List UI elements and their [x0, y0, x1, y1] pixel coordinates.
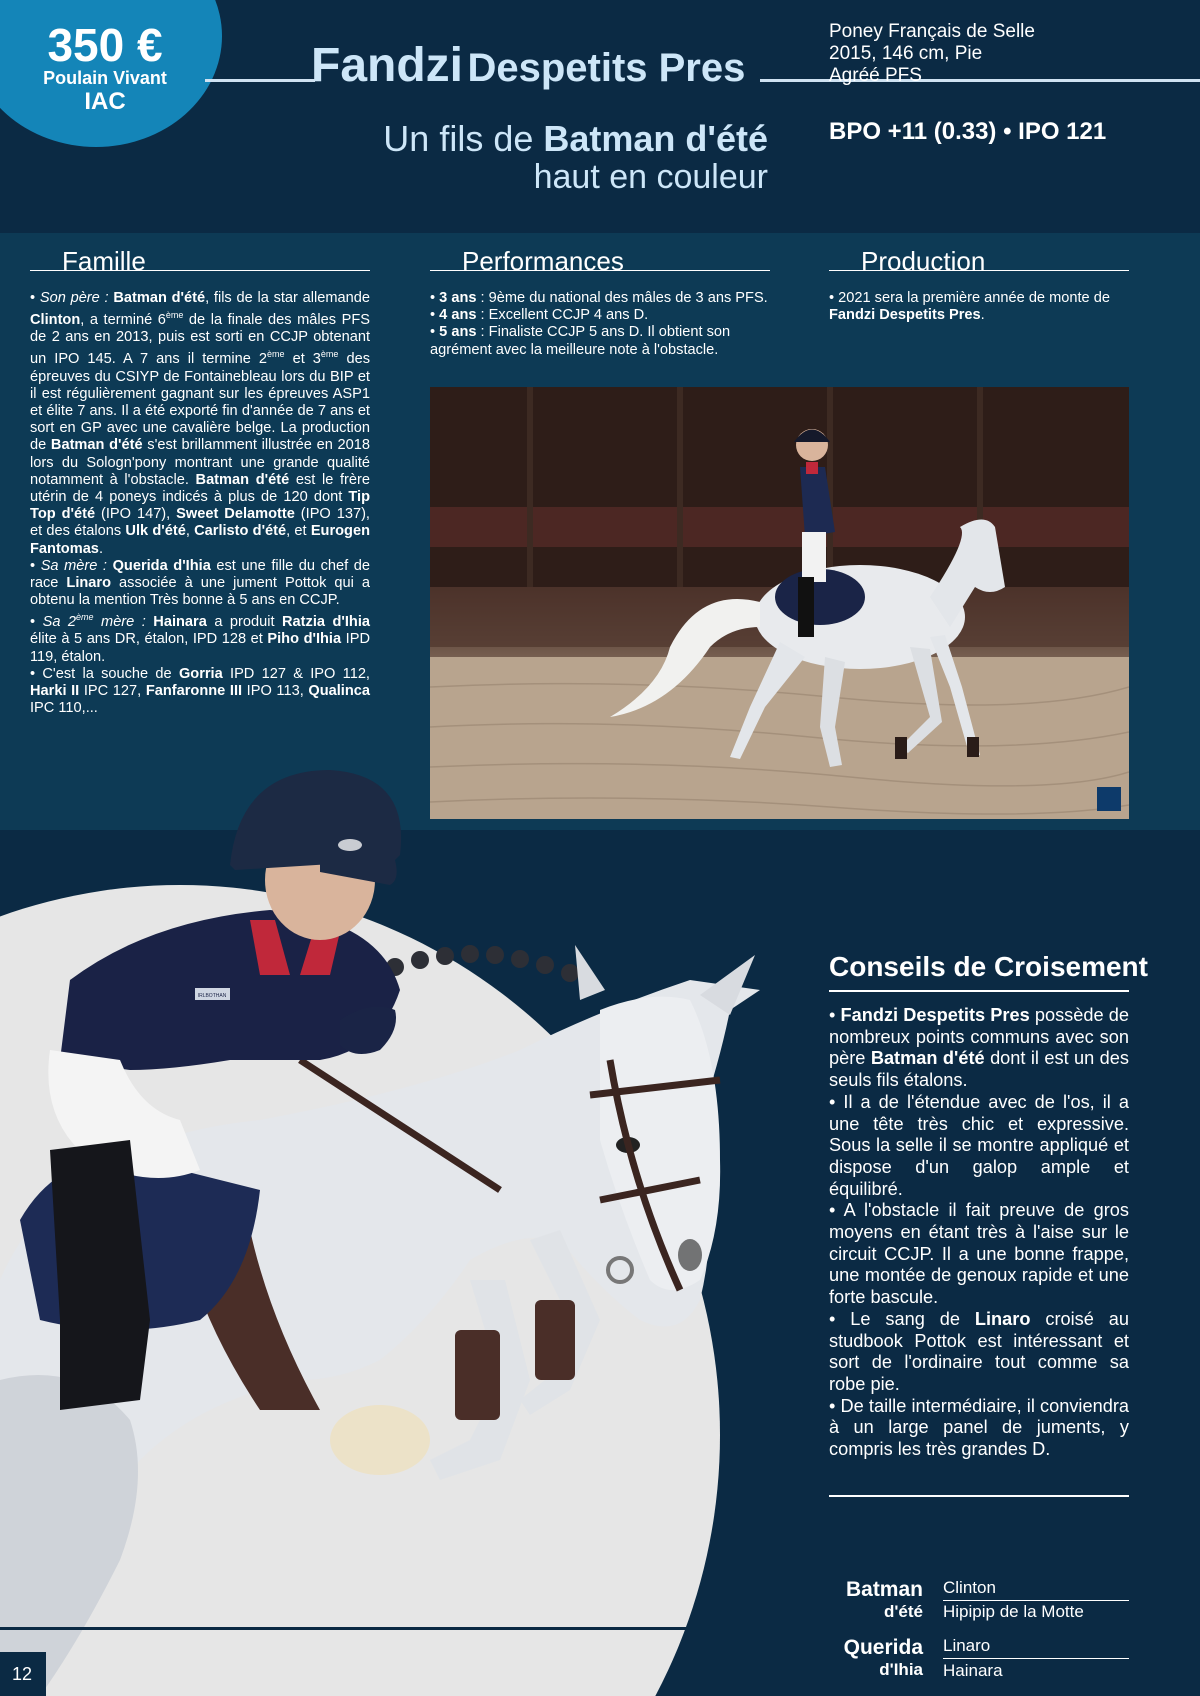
- conseils-rule-top: [829, 990, 1129, 992]
- subtitle-pre: Un fils de: [383, 118, 544, 159]
- performances-list: [430, 290, 770, 359]
- performance-age: 5 ans: [439, 324, 477, 341]
- text-run: possède de nombreux points communs avec son père: [829, 1005, 1129, 1069]
- stallion-name-last: Despetits Pres: [467, 46, 746, 90]
- performance-item: • 4 ans : Excellent CCJP 4 ans D.: [430, 307, 649, 324]
- conseils-title: Conseils de Croisement: [829, 951, 1148, 982]
- subtitle-sire: Batman d'été: [543, 118, 768, 159]
- text-run: Fandzi Despetits Pres: [840, 1005, 1030, 1025]
- price-type: IAC: [84, 88, 126, 115]
- price-amount: 350 €: [47, 19, 163, 71]
- conseils-paragraph: • A l'obstacle il fait preuve de gros moyens en étant très à l'aise sur le circuit CCJP. Il a une bonne frappe, une montée de genoux rapide et une forte bascule.: [829, 1200, 1129, 1308]
- dam-name-l1: Querida: [843, 1636, 923, 1659]
- photographer-logo: [1097, 787, 1121, 811]
- bottom-rule: [0, 1627, 1200, 1630]
- production-horse: Fandzi Despetits Pres: [829, 307, 981, 324]
- jumping-photo: [0, 760, 780, 1696]
- text-run: • Le sang de: [829, 1308, 975, 1329]
- conseils-paragraph: [829, 1005, 1129, 1092]
- performance-item: • 5 ans : Finaliste CCJP 5 ans D. Il obtient son agrément avec la meilleure note à l'obstacle.: [430, 324, 731, 358]
- sire-name-l1: Batman: [845, 1578, 923, 1601]
- text-run: Batman d'été: [870, 1048, 985, 1069]
- conseils-text: [829, 1005, 1129, 1461]
- pedigree-rule: [943, 1600, 1129, 1601]
- breed-info: [829, 21, 1035, 87]
- performance-text: : Excellent CCJP 4 ans D.: [476, 307, 649, 324]
- section-title: Production: [861, 246, 986, 276]
- conseils-paragraph: [829, 1309, 1129, 1396]
- breed-details: 2015, 146 cm, Pie: [829, 43, 983, 64]
- breed-approval: Agréé PFS: [829, 65, 922, 86]
- page-number: 12: [0, 1652, 46, 1696]
- performance-text: : 9ème du national des mâles de 3 ans PFS.: [476, 290, 768, 306]
- performance-text: : Finaliste CCJP 5 ans D. Il obtient son agrément avec la meilleure note à l'obstacle.: [430, 324, 731, 358]
- pedigree-rule: [943, 1658, 1129, 1659]
- pedigree-granddam: Hipipip de la Motte: [943, 1602, 1084, 1621]
- dressage-illustration: [430, 387, 1129, 819]
- performance-item: • 3 ans : 9ème du national des mâles de 3 ans PFS.: [430, 290, 768, 306]
- section-title: Performances: [462, 246, 624, 276]
- title-rule-left: [205, 79, 315, 82]
- pedigree-dam-dam: Hainara: [943, 1661, 1003, 1680]
- conseils-rule-bottom: [829, 1495, 1129, 1497]
- price-condition: Poulain Vivant: [43, 68, 167, 88]
- pedigree-dam-sire: Linaro: [943, 1636, 991, 1655]
- conseils-paragraph: • De taille intermédiaire, il conviendra à un large panel de juments, y compris les très grandes D.: [829, 1395, 1129, 1460]
- text-run: croisé au studbook Pottok est intéressant et sort de l'ordinaire tout comme sa robe pie.: [829, 1308, 1129, 1394]
- text-run: dont il est un des seuls fils étalons.: [829, 1048, 1129, 1091]
- dam-name-l2: d'Ihia: [879, 1660, 923, 1679]
- production-sentence: • 2021 sera la première année de monte de: [829, 290, 1110, 306]
- helmet-brand-label: IRLBOTHAN: [197, 993, 227, 999]
- text-run: •: [829, 1005, 841, 1025]
- subtitle-line2: haut en couleur: [533, 158, 768, 196]
- stallion-name-first: Fandzi: [311, 39, 463, 92]
- section-title: Famille: [62, 246, 146, 276]
- subtitle: [383, 118, 768, 197]
- pedigree-grandsire: Clinton: [943, 1578, 996, 1597]
- conseils-paragraph: • Il a de l'étendue avec de l'os, il a une tête très chic et expressive. Sous la selle il se montre appliqué et dispose d'un galop ample et équilibré.: [829, 1091, 1129, 1199]
- pedigree-dam: [844, 1637, 923, 1681]
- header: [0, 0, 1200, 233]
- family-text: • Son père : Batman d'été, fils de la star allemande Clinton, a terminé 6ème de la finale des mâles PFS de 2 ans en 2013, puis est sorti en CCJP obtenant un IPO 145. A 7 ans il termine 2ème et 3ème des épreuves du CSIYP de Fontainebleau lors du BIP et il est régulièrement gagnant sur les épreuves ASP1 et élite 7 ans. Il a été exporté fin d'année de 7 ans et sort en GP avec une cavalière belge. La production de Batman d'été s'est brillamment illustrée en 2018 lors du Sologn'pony montrant une grande qualité notamment à l'obstacle. Batman d'été est le frère utérin de 4 poneys indicés à plus de 120 dont Tip Top d'été (IPO 147), Sweet Delamotte (IPO 137), et des étalons Ulk d'été, Carlisto d'été, et Eurogen Fantomas. • Sa mère : Querida d'Ihia est une fille du chef de race Linaro associée à une jument Pottok qui a obtenu la mention Très bonne à 5 ans en CCJP. • Sa 2ème mère : Hainara a produit Ratzia d'Ihia élite à 5 ans DR, étalon, IPD 128 et Piho d'Ihia IPD 119, étalon. • C'est la souche de Gorria IPD 127 & IPO 112, Harki II IPC 127, Fanfaronne III IPO 113, Qualinca IPC 110,...: [30, 290, 371, 717]
- performance-age: 3 ans: [439, 290, 477, 306]
- production-end: .: [980, 307, 985, 324]
- pedigree-sire: [846, 1579, 923, 1623]
- text-run: Linaro: [974, 1308, 1031, 1329]
- sire-name-l2: d'été: [884, 1602, 923, 1621]
- stallion-name: [311, 38, 745, 93]
- production-text: [829, 290, 1129, 324]
- breed-studbook: Poney Français de Selle: [829, 21, 1035, 42]
- breeding-indices: BPO +11 (0.33) • IPO 121: [829, 118, 1107, 145]
- dressage-photo: [430, 387, 1129, 819]
- performance-age: 4 ans: [439, 307, 477, 324]
